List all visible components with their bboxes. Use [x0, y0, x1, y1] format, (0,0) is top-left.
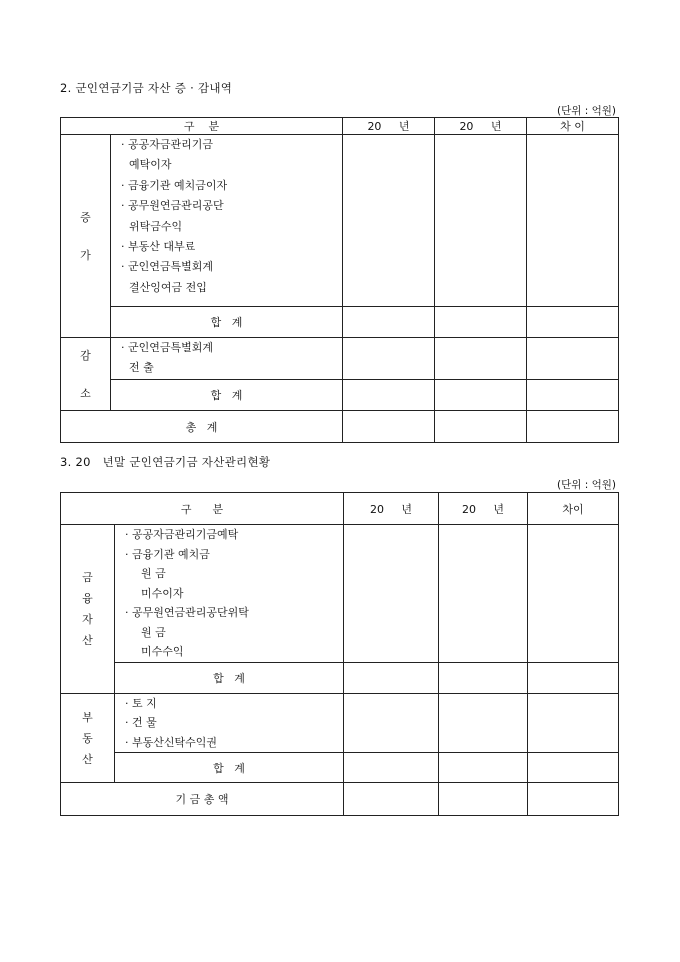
value-cell: [439, 693, 528, 753]
section3-unit: (단위 : 억원): [557, 479, 616, 491]
value-cell: [527, 411, 619, 443]
list-item: · 부동산신탁수익권: [125, 735, 218, 749]
asset-change-table: [60, 117, 619, 443]
value-cell: [528, 783, 619, 816]
list-item: · 부동산 대부료: [121, 239, 196, 253]
value-cell: [528, 753, 619, 783]
list-item: 위탁금수익: [129, 219, 183, 233]
list-item: 결산잉여금 전입: [129, 280, 207, 294]
list-item: · 공무원연금관리공단위탁: [125, 606, 249, 619]
list-item: 예탁이자: [129, 158, 172, 172]
increase-label: 증 가: [61, 135, 111, 338]
value-cell: [435, 380, 527, 411]
value-cell: [344, 693, 439, 753]
value-cell: [528, 662, 619, 693]
header-year-1: 20 년: [343, 118, 435, 135]
header-gubun: 구 분: [61, 118, 343, 135]
value-cell: [343, 135, 435, 307]
value-cell: [435, 307, 527, 338]
decrease-label: 감 소: [61, 338, 111, 411]
value-cell: [344, 525, 439, 663]
realestate-label: 부 동 산: [61, 693, 115, 783]
value-cell: [343, 380, 435, 411]
list-item: 미수수익: [141, 645, 184, 658]
header-year-2: 20 년: [439, 493, 528, 525]
list-item: · 공무원연금관리공단: [121, 199, 224, 213]
section3-title: 3. 20 년말 군인연금기금 자산관리현황: [60, 455, 271, 469]
list-item: 원 금: [141, 625, 166, 639]
increase-subtotal: 합 계: [111, 307, 343, 338]
value-cell: [344, 783, 439, 816]
decrease-subtotal: 합 계: [111, 380, 343, 411]
realestate-items: [115, 693, 344, 753]
financial-subtotal: 합 계: [115, 662, 344, 693]
value-cell: [528, 525, 619, 663]
list-item: 원 금: [141, 567, 166, 580]
financial-assets-label: 금 융 자 산: [61, 525, 115, 694]
value-cell: [435, 411, 527, 443]
header-difference: 차이: [528, 493, 619, 525]
value-cell: [528, 693, 619, 753]
value-cell: [435, 338, 527, 380]
list-item: · 군인연금특별회계: [121, 260, 214, 274]
list-item: · 금융기관 예치금이자: [121, 178, 228, 192]
value-cell: [527, 135, 619, 307]
value-cell: [343, 411, 435, 443]
value-cell: [439, 662, 528, 693]
value-cell: [439, 753, 528, 783]
value-cell: [527, 380, 619, 411]
list-item: · 군인연금특별회계: [121, 341, 214, 354]
asset-management-table: [60, 492, 619, 816]
list-item: 미수이자: [141, 586, 184, 600]
grand-total: 총 계: [61, 411, 343, 443]
list-item: · 공공자금관리기금: [121, 138, 214, 151]
value-cell: [439, 783, 528, 816]
list-item: 전 출: [129, 361, 154, 375]
value-cell: [439, 525, 528, 663]
decrease-items: [111, 338, 343, 380]
header-difference: 차 이: [527, 118, 619, 135]
value-cell: [527, 307, 619, 338]
value-cell: [343, 338, 435, 380]
list-item: · 건 물: [125, 716, 157, 729]
header-gubun: 구 분: [61, 493, 344, 525]
financial-items: [115, 525, 344, 663]
value-cell: [527, 338, 619, 380]
section2-title: 2. 군인연금기금 자산 증 · 감내역: [60, 81, 233, 95]
header-year-1: 20 년: [344, 493, 439, 525]
value-cell: [344, 753, 439, 783]
list-item: · 금융기관 예치금: [125, 547, 210, 561]
value-cell: [344, 662, 439, 693]
section2-unit: (단위 : 억원): [557, 105, 616, 117]
header-year-2: 20 년: [435, 118, 527, 135]
fund-total: 기 금 총 액: [61, 783, 344, 816]
list-item: · 공공자금관리기금예탁: [125, 528, 239, 541]
value-cell: [435, 135, 527, 307]
value-cell: [343, 307, 435, 338]
increase-items: [111, 135, 343, 307]
list-item: · 토 지: [125, 696, 157, 710]
realestate-subtotal: 합 계: [115, 753, 344, 783]
